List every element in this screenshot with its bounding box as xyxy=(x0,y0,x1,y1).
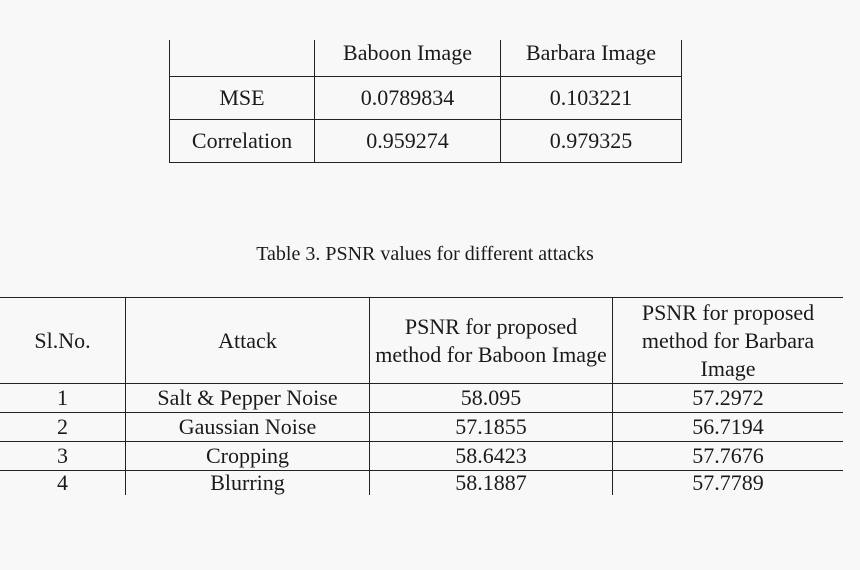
table-row xyxy=(170,120,682,163)
table-header-row xyxy=(170,40,682,77)
table-row xyxy=(0,384,843,413)
table-cell: 58.1887 xyxy=(370,471,613,496)
table-cell: 0.103221 xyxy=(501,77,682,120)
table-cell: Salt & Pepper Noise xyxy=(126,384,370,413)
table-row xyxy=(0,413,843,442)
table-cell: Gaussian Noise xyxy=(126,413,370,442)
table-cell: 57.7789 xyxy=(613,471,844,496)
header-cell: PSNR for proposed method for Baboon Image xyxy=(370,298,613,384)
table-cell: Blurring xyxy=(126,471,370,496)
table-row xyxy=(0,471,843,496)
table-header-row xyxy=(0,298,843,384)
table-cell: 1 xyxy=(57,385,68,410)
header-cell: Sl.No. xyxy=(0,298,126,384)
table-cell: 58.6423 xyxy=(370,442,613,471)
table-cell: 2 xyxy=(0,413,126,442)
table-cell: 0.0789834 xyxy=(315,77,501,120)
table-cell: 57.1855 xyxy=(370,413,613,442)
row-label: MSE xyxy=(170,77,315,120)
table-cell: 56.7194 xyxy=(613,413,844,442)
header-cell: Barbara Image xyxy=(501,40,682,77)
table-cell: 57.7676 xyxy=(613,442,844,471)
table-caption: Table 3. PSNR values for different attacks xyxy=(256,243,594,265)
table-cell: 0.979325 xyxy=(501,120,682,163)
header-cell: PSNR for proposed method for Barbara Image xyxy=(613,298,844,384)
table-row xyxy=(170,77,682,120)
table-row xyxy=(0,442,843,471)
table-cell: 0.959274 xyxy=(315,120,501,163)
header-cell xyxy=(170,40,315,77)
metrics-table xyxy=(169,40,682,163)
psnr-table xyxy=(0,297,843,495)
table-cell: 4 xyxy=(0,471,126,496)
table-cell: Cropping xyxy=(126,442,370,471)
table-cell: 58.095 xyxy=(370,384,613,413)
header-cell: Attack xyxy=(126,298,370,384)
row-label: Correlation xyxy=(170,120,315,163)
header-cell: Baboon Image xyxy=(315,40,501,77)
table-cell: 57.2972 xyxy=(613,384,844,413)
table-cell: 3 xyxy=(0,442,126,471)
